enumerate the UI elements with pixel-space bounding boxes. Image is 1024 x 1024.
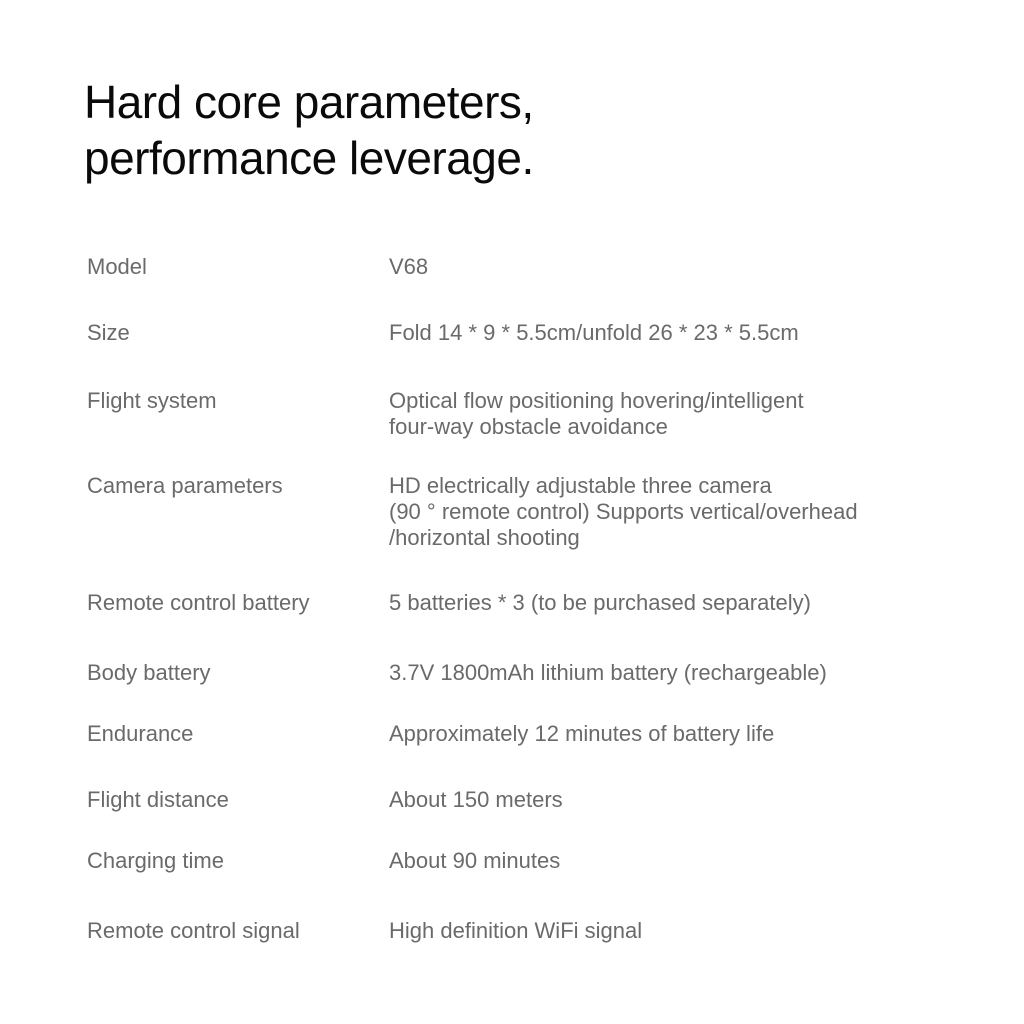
- spec-value: [389, 660, 989, 686]
- spec-value-line: High definition WiFi signal: [389, 918, 643, 943]
- spec-value: [389, 918, 989, 944]
- spec-value-line: Optical flow positioning hovering/intelligent: [389, 388, 804, 413]
- spec-value: [389, 590, 989, 616]
- spec-value-line: 3.7V 1800mAh lithium battery (rechargeable): [389, 660, 827, 685]
- spec-value: [389, 721, 989, 747]
- spec-value: [389, 254, 989, 280]
- spec-value: [389, 388, 989, 440]
- spec-value: [389, 787, 989, 813]
- page-title: [84, 74, 534, 186]
- spec-label: Camera parameters: [87, 473, 283, 498]
- spec-value-line: Approximately 12 minutes of battery life: [389, 721, 775, 746]
- spec-label: Remote control battery: [87, 590, 310, 615]
- spec-label: Flight distance: [87, 787, 229, 812]
- spec-label: Size: [87, 320, 130, 345]
- spec-value: [389, 848, 989, 874]
- spec-label: Body battery: [87, 660, 211, 685]
- spec-value-line: Fold 14 * 9 * 5.5cm/unfold 26 * 23 * 5.5cm: [389, 320, 799, 345]
- spec-value-line: HD electrically adjustable three camera: [389, 473, 772, 498]
- spec-value-line: four-way obstacle avoidance: [389, 414, 668, 439]
- spec-label: Remote control signal: [87, 918, 300, 943]
- spec-value: [389, 473, 989, 551]
- spec-value-line: About 150 meters: [389, 787, 563, 812]
- spec-value-line: V68: [389, 254, 429, 279]
- spec-value-line: 5 batteries * 3 (to be purchased separately): [389, 590, 811, 615]
- spec-label: Endurance: [87, 721, 194, 746]
- title-line-1: Hard core parameters,: [84, 76, 534, 128]
- spec-value-line: (90 ° remote control) Supports vertical/overhead: [389, 499, 858, 524]
- spec-value-line: /horizontal shooting: [389, 525, 580, 550]
- title-line-2: performance leverage.: [84, 132, 534, 184]
- spec-label: Charging time: [87, 848, 224, 873]
- spec-label: Flight system: [87, 388, 217, 413]
- spec-label: Model: [87, 254, 147, 279]
- spec-value-line: About 90 minutes: [389, 848, 561, 873]
- spec-value: [389, 320, 989, 346]
